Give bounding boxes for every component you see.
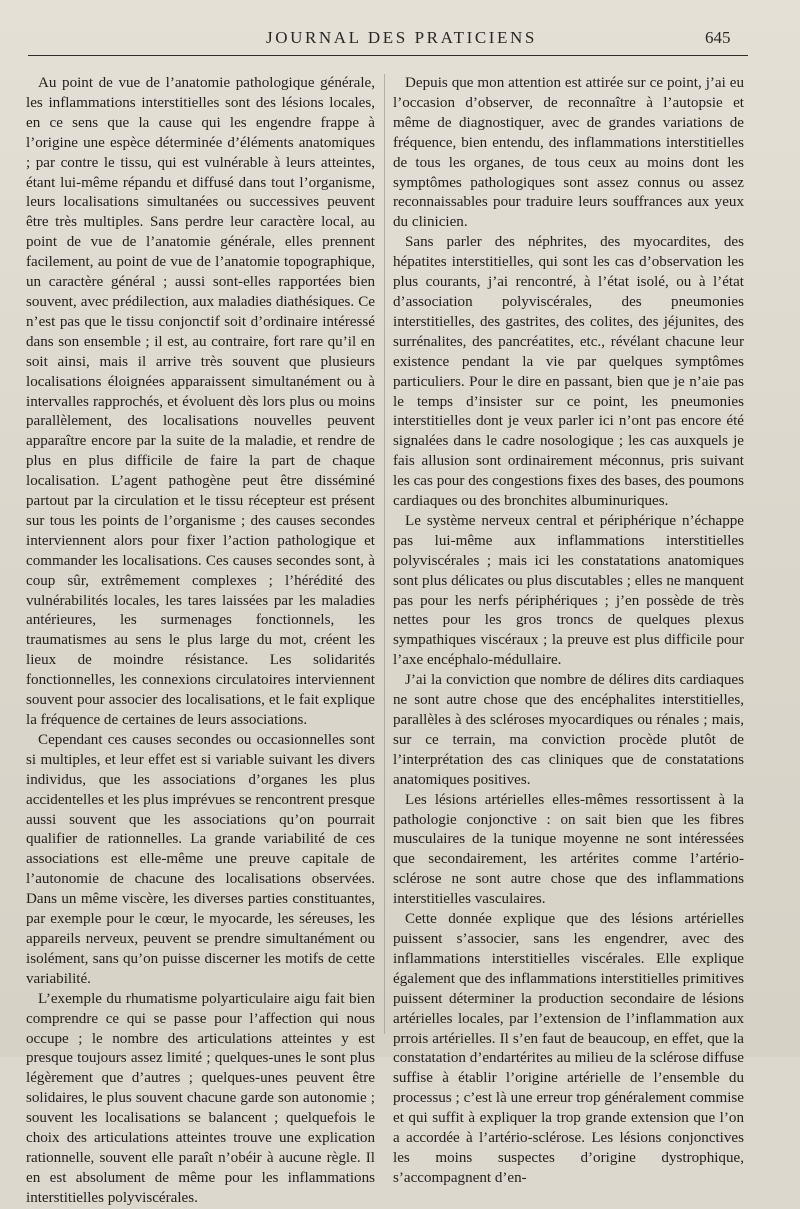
- paragraph: Sans parler des néphrites, des myocardites, des hépatites interstitielles, qui sont les cas d’observation les plus courants, j’ai rencontré, à l’état isolé, ou à l’état d’association polyviscérales, des pneumonies interstitielles, des gastrites, des colites, des jéjunites, des surrénalites, des pancréatites, etc., révélant chacune leur existence pendant la vie par quelques symptômes particuliers. Pour le dire en passant, bien que je n’aie pas le temps d’insister sur ce point, les pneumonies interstitielles dont je veux parler ici n’ont pas encore été signalées dans le cadre nosologique ; les cas auxquels je fais allusion sont ordinairement méconnus, pris suivant les cas pour des congestions fixes des bases, des poumons cardiaques ou des bronchites albuminuriques.: [393, 234, 744, 510]
- paragraph: L’exemple du rhumatisme polyarticulaire aigu fait bien comprendre ce qui se passe pour l’affection qui nous occupe ; le nombre des articulations atteintes y est presque toujours assez limité ; quelques-unes le sont plus légèrement que d’autres ; quelques-unes peuvent être solidaires, le plus souvent chacune garde son autonomie ; souvent les localisations se balancent ; quelquefois le choix des articulations atteintes trouve une explication rationnelle, souvent elle paraît n’obéir à aucune règle. Il en est absolument de même pour les inflammations interstitielles polyviscérales.: [26, 990, 375, 1206]
- column-divider: [384, 74, 385, 1034]
- left-column: [26, 74, 375, 1209]
- paragraph: Au point de vue de l’anatomie pathologique générale, les inflammations interstitielles sont des lésions locales, en ce sens que la cause qui les engendre frappe à l’origine une espèce déterminée d’éléments anatomiques ; par contre le tissu, qui est vulnérable à leurs atteintes, étant lui-même répandu et diffusé dans tout l’organisme, leurs localisations simultanées ou successives peuvent être très multiples. Sans perdre leur caractère local, au point de vue de l’anatomie générale, elles prennent facilement, au point de vue de l’anatomie topographique, un caractère général ; aussi sont-elles rapportées bien souvent, avec prédilection, aux maladies diathésiques. Ce n’est pas que le tissu conjonctif soit d’ordinaire intéressé dans son ensemble ; il est, au contraire, fort rare qu’il en soit ainsi, mais il arrive très souvent que plusieurs localisations éloignées apparaissent simultanément ou à intervalles rapprochés, et évoluent dès lors plus ou moins parallèlement, des localisations nouvelles peuvent apparaître encore par la suite de la maladie, et rendre de plus en plus difficile de faire la part de chaque localisation. L’agent pathogène peut être disséminé partout par la circulation et le tissu récepteur est présent sur tous les points de l’organisme ; des causes secondes interviennent alors pour fixer l’action pathologique et commander les localisations. Ces causes secondes sont, à coup sûr, extrêmement complexes ; l’hérédité des vulnérabilités locales, les tares laissées par les maladies antérieures, les surmenages fonctionnels, les traumatismes au sens le plus large du mot, créent les lieux de moindre résistance. Les solidarités fonctionnelles, les connexions circulatoires interviennent souvent pour associer des localisations, et le fait explique la fréquence de certaines de leurs associations.: [26, 75, 375, 728]
- paragraph: Cependant ces causes secondes ou occasionnelles sont si multiples, et leur effet est si variable suivant les divers individus, que les associations d’organes les plus accidentelles et les plus imprévues se rencontrent presque aussi souvent que les associations qu’on pourrait qualifier de rationnelles. La grande variabilité de ces associations est elle-même une preuve capitale de l’autonomie de chacune des localisations observées. Dans un même viscère, les diverses parties constituantes, par exemple pour le cœur, le myocarde, les séreuses, les appareils nerveux, peuvent se prendre simultanément ou isolément, sans qu’on puisse discerner les motifs de cette variabilité.: [26, 731, 375, 987]
- header-rule: [28, 55, 748, 56]
- paragraph: Depuis que mon attention est attirée sur ce point, j’ai eu l’occasion d’observer, de reconnaître à l’autopsie et même de diagnostiquer, avec de grandes variations de fréquence, bien entendu, des inflammations interstitielles de tous les organes, de tous ceux au moins dont les symptômes pathologiques sont assez connus ou assez reconnaissables pour traduire leurs souffrances aux yeux du clinicien.: [393, 75, 744, 231]
- paragraph: Les lésions artérielles elles-mêmes ressortissent à la pathologie conjonctive : on sait bien que les fibres musculaires de la tunique moyenne ne sont intéressées que secondairement, les artérites comme l’artério-sclérose ne sont autre chose que des inflammations interstitielles vasculaires.: [393, 791, 744, 908]
- paragraph: J’ai la conviction que nombre de délires dits cardiaques ne sont autre chose que des encéphalites interstitielles, parallèles à des scléroses myocardiques ou rénales ; mais, sur ce terrain, ma conviction procède plutôt de l’interprétation des cas cliniques que de constatations anatomiques positives.: [393, 672, 744, 788]
- paragraph: Le système nerveux central et périphérique n’échappe pas lui-même aux inflammations interstitielles polyviscérales ; mais ici les constatations anatomiques sont plus délicates ou plus discutables ; elles ne manquent pas pour les nerfs périphériques ; j’en possède de très nettes pour les gros troncs de quelques plexus sympathiques viscéraux ; la preuve est plus difficile pour l’axe encéphalo-médullaire.: [393, 512, 744, 669]
- page-number: 645: [705, 28, 731, 47]
- paragraph: Cette donnée explique que des lésions artérielles puissent s’associer, sans les engendrer, avec des inflammations interstitielles viscérales. Elle explique également que des inflammations interstitielles primitives puissent déterminer la production secondaire de lésions artérielles locales, par l’extension de l’inflammation aux prrois artérielles. Il s’en faut de beaucoup, en effet, que la constatation d’endartérites au milieu de la sclérose diffuse suffise à établir l’origine artérielle de l’ensemble du processus ; c’est là une erreur trop généralement commise et qui suffit à expliquer la trop grande extension que l’on a accordée à l’artério-sclérose. Les lésions conjonctives les moins suspectes d’origine dystrophique, s’accompagnent d’en-: [393, 911, 744, 1186]
- running-title: JOURNAL DES PRATICIENS: [266, 28, 537, 47]
- page-header: [0, 22, 800, 52]
- right-column: [393, 74, 744, 1189]
